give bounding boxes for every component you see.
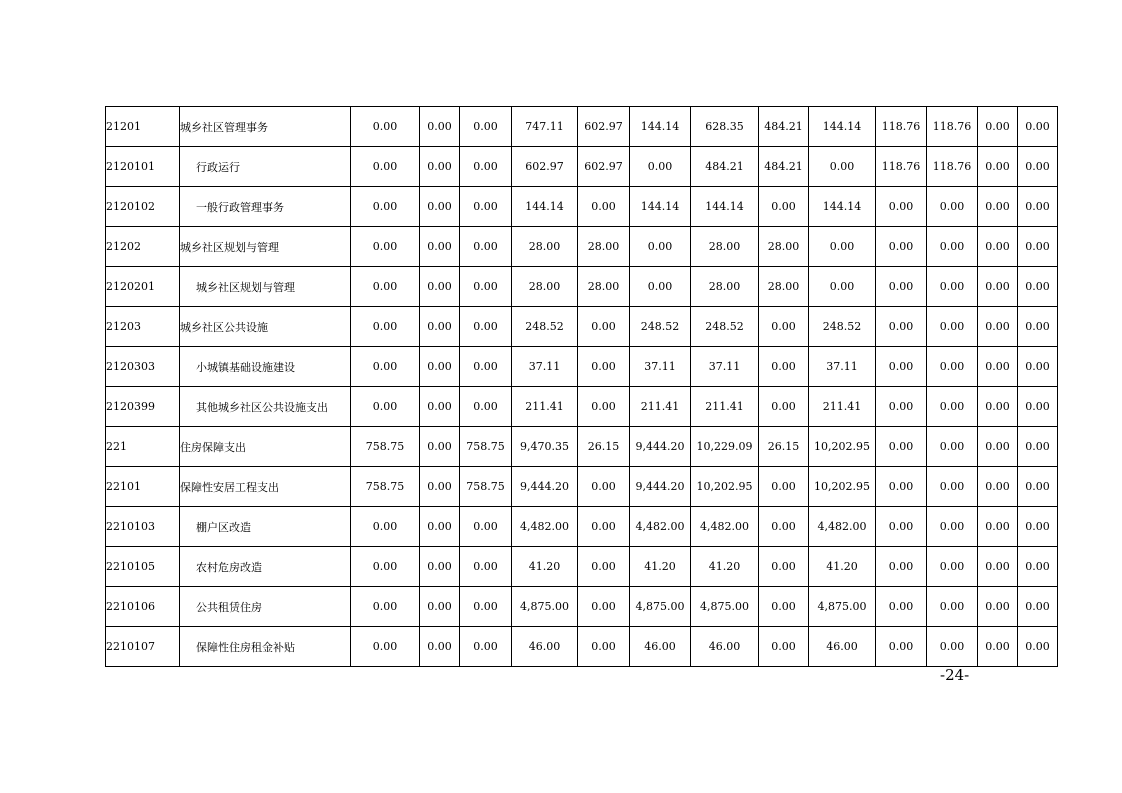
subject-code-cell: 21202: [106, 227, 180, 267]
amount-cell: 144.14: [630, 187, 691, 227]
amount-cell: 118.76: [876, 147, 927, 187]
amount-cell: 10,202.95: [809, 467, 876, 507]
amount-cell: 28.00: [578, 227, 630, 267]
amount-cell: 0.00: [578, 347, 630, 387]
subject-code-cell: 21201: [106, 107, 180, 147]
amount-cell: 118.76: [876, 107, 927, 147]
amount-cell: 0.00: [978, 627, 1018, 667]
amount-cell: 41.20: [512, 547, 578, 587]
amount-cell: 0.00: [420, 587, 460, 627]
amount-cell: 9,444.20: [630, 427, 691, 467]
amount-cell: 0.00: [1018, 627, 1058, 667]
amount-cell: 211.41: [630, 387, 691, 427]
amount-cell: 4,875.00: [512, 587, 578, 627]
amount-cell: 0.00: [630, 147, 691, 187]
amount-cell: 144.14: [691, 187, 759, 227]
amount-cell: 0.00: [927, 267, 978, 307]
amount-cell: 0.00: [1018, 427, 1058, 467]
amount-cell: 10,202.95: [691, 467, 759, 507]
amount-cell: 747.11: [512, 107, 578, 147]
amount-cell: 0.00: [420, 147, 460, 187]
amount-cell: 0.00: [978, 187, 1018, 227]
amount-cell: 0.00: [578, 467, 630, 507]
amount-cell: 41.20: [630, 547, 691, 587]
amount-cell: 248.52: [512, 307, 578, 347]
amount-cell: 0.00: [420, 627, 460, 667]
amount-cell: 118.76: [927, 107, 978, 147]
subject-code-cell: 2120303: [106, 347, 180, 387]
amount-cell: 0.00: [420, 307, 460, 347]
amount-cell: 0.00: [420, 427, 460, 467]
subject-name-cell: 城乡社区公共设施: [180, 307, 351, 347]
amount-cell: 0.00: [351, 147, 420, 187]
amount-cell: 0.00: [876, 267, 927, 307]
amount-cell: 0.00: [460, 627, 512, 667]
amount-cell: 0.00: [978, 427, 1018, 467]
amount-cell: 0.00: [927, 307, 978, 347]
amount-cell: 0.00: [351, 187, 420, 227]
amount-cell: 211.41: [809, 387, 876, 427]
subject-code-cell: 2210107: [106, 627, 180, 667]
subject-name-cell: 其他城乡社区公共设施支出: [180, 387, 351, 427]
budget-table: [105, 106, 1058, 667]
amount-cell: 37.11: [809, 347, 876, 387]
amount-cell: 28.00: [578, 267, 630, 307]
amount-cell: 0.00: [876, 227, 927, 267]
amount-cell: 0.00: [876, 307, 927, 347]
table-row: [106, 427, 1058, 467]
amount-cell: 144.14: [809, 187, 876, 227]
amount-cell: 144.14: [512, 187, 578, 227]
table-row: [106, 347, 1058, 387]
amount-cell: 0.00: [1018, 267, 1058, 307]
amount-cell: 0.00: [978, 307, 1018, 347]
subject-code-cell: 2120201: [106, 267, 180, 307]
amount-cell: 0.00: [809, 147, 876, 187]
amount-cell: 0.00: [420, 267, 460, 307]
amount-cell: 0.00: [1018, 547, 1058, 587]
amount-cell: 0.00: [460, 507, 512, 547]
subject-code-cell: 2210103: [106, 507, 180, 547]
amount-cell: 4,482.00: [512, 507, 578, 547]
amount-cell: 37.11: [630, 347, 691, 387]
table-row: [106, 107, 1058, 147]
amount-cell: 9,470.35: [512, 427, 578, 467]
amount-cell: 248.52: [691, 307, 759, 347]
amount-cell: 0.00: [809, 267, 876, 307]
amount-cell: 0.00: [460, 347, 512, 387]
amount-cell: 0.00: [927, 347, 978, 387]
subject-code-cell: 2120101: [106, 147, 180, 187]
amount-cell: 0.00: [420, 507, 460, 547]
amount-cell: 211.41: [691, 387, 759, 427]
table-row: [106, 507, 1058, 547]
amount-cell: 0.00: [578, 547, 630, 587]
table-row: [106, 227, 1058, 267]
amount-cell: 758.75: [460, 467, 512, 507]
amount-cell: 0.00: [927, 587, 978, 627]
amount-cell: 0.00: [351, 227, 420, 267]
amount-cell: 4,482.00: [809, 507, 876, 547]
amount-cell: 4,482.00: [691, 507, 759, 547]
subject-name-cell: 城乡社区管理事务: [180, 107, 351, 147]
amount-cell: 0.00: [1018, 227, 1058, 267]
amount-cell: 602.97: [512, 147, 578, 187]
amount-cell: 0.00: [460, 187, 512, 227]
amount-cell: 0.00: [420, 387, 460, 427]
amount-cell: 248.52: [809, 307, 876, 347]
amount-cell: 0.00: [460, 587, 512, 627]
amount-cell: 602.97: [578, 147, 630, 187]
subject-name-cell: 农村危房改造: [180, 547, 351, 587]
subject-name-cell: 住房保障支出: [180, 427, 351, 467]
amount-cell: 0.00: [876, 507, 927, 547]
table-body: [106, 107, 1058, 667]
amount-cell: 0.00: [578, 387, 630, 427]
amount-cell: 0.00: [978, 547, 1018, 587]
subject-code-cell: 2120399: [106, 387, 180, 427]
amount-cell: 758.75: [351, 427, 420, 467]
amount-cell: 0.00: [759, 627, 809, 667]
amount-cell: 41.20: [809, 547, 876, 587]
amount-cell: 0.00: [420, 187, 460, 227]
table-row: [106, 587, 1058, 627]
amount-cell: 0.00: [351, 387, 420, 427]
table-row: [106, 307, 1058, 347]
amount-cell: 0.00: [578, 307, 630, 347]
amount-cell: 26.15: [578, 427, 630, 467]
amount-cell: 0.00: [978, 267, 1018, 307]
amount-cell: 0.00: [759, 187, 809, 227]
amount-cell: 0.00: [876, 347, 927, 387]
amount-cell: 0.00: [978, 347, 1018, 387]
amount-cell: 0.00: [1018, 107, 1058, 147]
amount-cell: 0.00: [1018, 307, 1058, 347]
amount-cell: 37.11: [691, 347, 759, 387]
amount-cell: 248.52: [630, 307, 691, 347]
amount-cell: 484.21: [759, 147, 809, 187]
amount-cell: 0.00: [927, 227, 978, 267]
amount-cell: 0.00: [759, 307, 809, 347]
amount-cell: 0.00: [876, 587, 927, 627]
amount-cell: 0.00: [1018, 387, 1058, 427]
amount-cell: 0.00: [759, 467, 809, 507]
amount-cell: 0.00: [876, 547, 927, 587]
amount-cell: 0.00: [1018, 587, 1058, 627]
amount-cell: 0.00: [1018, 507, 1058, 547]
page-number: -24-: [940, 666, 970, 684]
amount-cell: 602.97: [578, 107, 630, 147]
amount-cell: 758.75: [460, 427, 512, 467]
amount-cell: 0.00: [420, 227, 460, 267]
amount-cell: 0.00: [351, 347, 420, 387]
table-row: [106, 267, 1058, 307]
amount-cell: 0.00: [927, 467, 978, 507]
amount-cell: 144.14: [630, 107, 691, 147]
amount-cell: 0.00: [1018, 467, 1058, 507]
subject-name-cell: 一般行政管理事务: [180, 187, 351, 227]
amount-cell: 0.00: [927, 187, 978, 227]
amount-cell: 41.20: [691, 547, 759, 587]
subject-code-cell: 21203: [106, 307, 180, 347]
subject-code-cell: 2210105: [106, 547, 180, 587]
subject-name-cell: 行政运行: [180, 147, 351, 187]
amount-cell: 4,875.00: [691, 587, 759, 627]
subject-code-cell: 221: [106, 427, 180, 467]
amount-cell: 0.00: [578, 507, 630, 547]
amount-cell: 0.00: [978, 227, 1018, 267]
amount-cell: 9,444.20: [512, 467, 578, 507]
amount-cell: 0.00: [978, 507, 1018, 547]
amount-cell: 37.11: [512, 347, 578, 387]
amount-cell: 46.00: [512, 627, 578, 667]
amount-cell: 0.00: [759, 587, 809, 627]
amount-cell: 0.00: [978, 107, 1018, 147]
amount-cell: 0.00: [927, 507, 978, 547]
subject-name-cell: 城乡社区规划与管理: [180, 227, 351, 267]
amount-cell: 0.00: [351, 627, 420, 667]
table-row: [106, 147, 1058, 187]
amount-cell: 46.00: [630, 627, 691, 667]
subject-name-cell: 小城镇基础设施建设: [180, 347, 351, 387]
amount-cell: 0.00: [759, 547, 809, 587]
amount-cell: 0.00: [927, 627, 978, 667]
amount-cell: 4,875.00: [630, 587, 691, 627]
amount-cell: 0.00: [876, 627, 927, 667]
amount-cell: 0.00: [460, 307, 512, 347]
amount-cell: 10,202.95: [809, 427, 876, 467]
amount-cell: 0.00: [978, 147, 1018, 187]
amount-cell: 0.00: [876, 387, 927, 427]
amount-cell: 28.00: [759, 267, 809, 307]
table-row: [106, 627, 1058, 667]
subject-name-cell: 保障性住房租金补贴: [180, 627, 351, 667]
amount-cell: 0.00: [460, 227, 512, 267]
amount-cell: 28.00: [512, 227, 578, 267]
amount-cell: 0.00: [460, 547, 512, 587]
amount-cell: 0.00: [759, 347, 809, 387]
amount-cell: 0.00: [460, 387, 512, 427]
amount-cell: 0.00: [351, 107, 420, 147]
subject-code-cell: 22101: [106, 467, 180, 507]
amount-cell: 0.00: [420, 347, 460, 387]
amount-cell: 0.00: [876, 467, 927, 507]
amount-cell: 0.00: [978, 467, 1018, 507]
amount-cell: 0.00: [978, 587, 1018, 627]
subject-code-cell: 2120102: [106, 187, 180, 227]
amount-cell: 211.41: [512, 387, 578, 427]
amount-cell: 28.00: [691, 267, 759, 307]
amount-cell: 144.14: [809, 107, 876, 147]
amount-cell: 0.00: [1018, 187, 1058, 227]
amount-cell: 0.00: [578, 587, 630, 627]
amount-cell: 0.00: [927, 547, 978, 587]
amount-cell: 0.00: [927, 387, 978, 427]
amount-cell: 0.00: [630, 227, 691, 267]
amount-cell: 0.00: [578, 627, 630, 667]
amount-cell: 0.00: [978, 387, 1018, 427]
amount-cell: 46.00: [809, 627, 876, 667]
amount-cell: 0.00: [420, 547, 460, 587]
amount-cell: 118.76: [927, 147, 978, 187]
amount-cell: 0.00: [460, 107, 512, 147]
subject-name-cell: 城乡社区规划与管理: [180, 267, 351, 307]
amount-cell: 0.00: [927, 427, 978, 467]
amount-cell: 484.21: [759, 107, 809, 147]
amount-cell: 0.00: [351, 547, 420, 587]
amount-cell: 0.00: [578, 187, 630, 227]
table-row: [106, 187, 1058, 227]
table-row: [106, 547, 1058, 587]
amount-cell: 0.00: [876, 187, 927, 227]
amount-cell: 0.00: [876, 427, 927, 467]
amount-cell: 0.00: [351, 267, 420, 307]
subject-code-cell: 2210106: [106, 587, 180, 627]
amount-cell: 0.00: [351, 507, 420, 547]
table-row: [106, 387, 1058, 427]
table-row: [106, 467, 1058, 507]
amount-cell: 28.00: [691, 227, 759, 267]
amount-cell: 28.00: [759, 227, 809, 267]
amount-cell: 0.00: [460, 267, 512, 307]
amount-cell: 26.15: [759, 427, 809, 467]
amount-cell: 0.00: [460, 147, 512, 187]
amount-cell: 4,482.00: [630, 507, 691, 547]
subject-name-cell: 棚户区改造: [180, 507, 351, 547]
amount-cell: 0.00: [351, 307, 420, 347]
amount-cell: 0.00: [351, 587, 420, 627]
amount-cell: 0.00: [630, 267, 691, 307]
amount-cell: 46.00: [691, 627, 759, 667]
amount-cell: 484.21: [691, 147, 759, 187]
amount-cell: 0.00: [759, 387, 809, 427]
amount-cell: 10,229.09: [691, 427, 759, 467]
amount-cell: 628.35: [691, 107, 759, 147]
subject-name-cell: 公共租赁住房: [180, 587, 351, 627]
amount-cell: 9,444.20: [630, 467, 691, 507]
amount-cell: 0.00: [420, 107, 460, 147]
amount-cell: 0.00: [1018, 147, 1058, 187]
amount-cell: 758.75: [351, 467, 420, 507]
amount-cell: 0.00: [1018, 347, 1058, 387]
amount-cell: 0.00: [759, 507, 809, 547]
amount-cell: 0.00: [809, 227, 876, 267]
amount-cell: 0.00: [420, 467, 460, 507]
amount-cell: 28.00: [512, 267, 578, 307]
amount-cell: 4,875.00: [809, 587, 876, 627]
subject-name-cell: 保障性安居工程支出: [180, 467, 351, 507]
